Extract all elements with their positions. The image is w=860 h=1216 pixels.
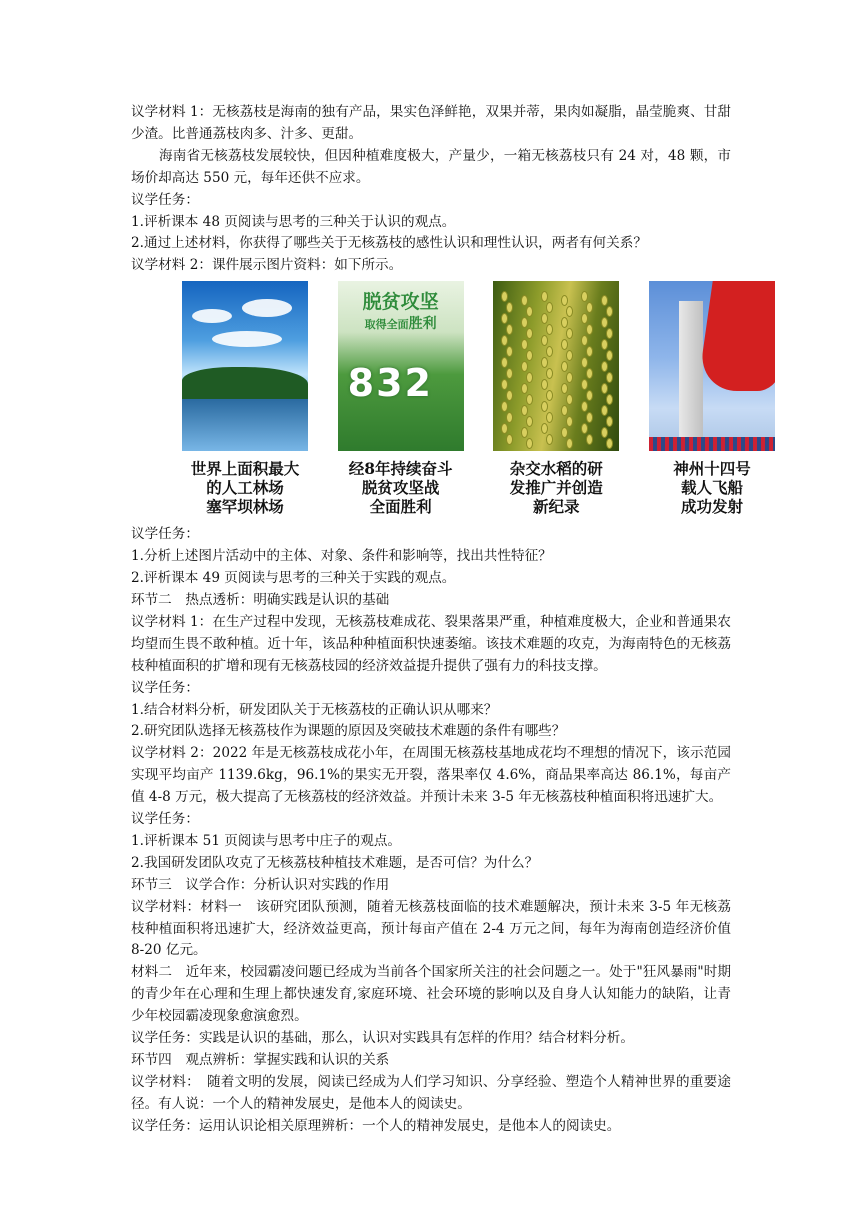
material-paragraph: 议学材料 1：在生产过程中发现，无核荔枝难成花、裂果落果严重，种植难度极大，企业和普通果农均望而生畏不敢种植。近十年，该品种种植面积快速萎缩。该技术难题的攻克，为海南特色的无核荔枝种植面积的扩增和现有无核荔枝园的经济效益提升提供了强有力的科技支撑。 bbox=[131, 613, 731, 674]
material-paragraph: 材料二 近年来，校园霸凌问题已经成为当前各个国家所关注的社会问题之一。处于"狂风暴雨"时期的青少年在心理和生理上都快速发育,家庭环境、社会环境的影响以及自身人认知能力的缺陷，让青少年校园霸凌现象愈演愈烈。 bbox=[131, 964, 731, 1025]
rice-grain bbox=[586, 346, 593, 357]
rice-grain bbox=[526, 350, 533, 361]
rice-grain bbox=[526, 372, 533, 383]
rice-grain bbox=[586, 390, 593, 401]
rice-grain bbox=[581, 291, 588, 302]
material-2-intro: 议学材料 2：课件展示图片资料：如下所示。 bbox=[131, 257, 403, 274]
rice-grain bbox=[561, 339, 568, 350]
rice-grain bbox=[606, 416, 613, 427]
rice-grain bbox=[586, 434, 593, 445]
poster-title: 脱贫攻坚 bbox=[362, 291, 439, 314]
figure-card-rocket bbox=[649, 281, 775, 524]
figure-card-forest bbox=[182, 281, 308, 524]
rice-grain bbox=[606, 372, 613, 383]
task-item: 议学任务：运用认识论相关原理辨析：一个人的精神发展史，是他本人的阅读史。 bbox=[131, 1117, 621, 1134]
section-heading: 环节三 议学合作：分析认识对实践的作用 bbox=[131, 876, 390, 893]
rice-grain bbox=[586, 324, 593, 335]
task-item: 2.评析课本 49 页阅读与思考的三种关于实践的观点。 bbox=[131, 570, 456, 587]
rice-grain bbox=[506, 324, 513, 335]
lower-section bbox=[131, 524, 731, 1137]
task-item: 1.评析课本 51 页阅读与思考中庄子的观点。 bbox=[131, 832, 402, 849]
rice-grain bbox=[546, 324, 553, 335]
rice-grain bbox=[581, 357, 588, 368]
rice-grain bbox=[581, 335, 588, 346]
rice-grain bbox=[561, 383, 568, 394]
material-paragraph: 议学材料： 随着文明的发展，阅读已经成为人们学习知识、分享经验、塑造个人精神世界的重要途径。有人说：一个人的精神发展史，是他本人的阅读史。 bbox=[131, 1073, 731, 1112]
rice-grain bbox=[601, 295, 608, 306]
rice-grain bbox=[581, 313, 588, 324]
material-paragraph: 议学材料 2：2022 年是无核荔枝成花小年，在周围无核荔枝基地成花均不理想的情况下，该示范园实现平均亩产 1139.6kg，96.1%的果实无开裂，落果率仅 4.6%，商品果率高达 86.1%，每亩产值 4-8 万元，极大提高了无核荔枝的经济效益。并预计未来 3-5 年无核荔枝种植面积将迅速扩大。 bbox=[131, 745, 731, 806]
rice-grain bbox=[601, 339, 608, 350]
rice-grain bbox=[506, 346, 513, 357]
document-body bbox=[131, 102, 751, 1138]
rice-grain bbox=[581, 379, 588, 390]
rice-grain bbox=[606, 328, 613, 339]
rice-grain bbox=[566, 328, 573, 339]
rice-grain bbox=[546, 346, 553, 357]
task-item: 议学任务：实践是认识的基础，那么，认识对实践具有怎样的作用？结合材料分析。 bbox=[131, 1030, 634, 1047]
rice-grain bbox=[521, 427, 528, 438]
rice-grain bbox=[566, 394, 573, 405]
rice-grain bbox=[546, 434, 553, 445]
figure-row bbox=[182, 281, 775, 524]
rice-grain bbox=[606, 438, 613, 449]
rice-grain bbox=[566, 350, 573, 361]
task-item: 1.分析上述图片活动中的主体、对象、条件和影响等，找出共性特征？ bbox=[131, 548, 552, 565]
rice-grain bbox=[561, 405, 568, 416]
rice-grain bbox=[586, 368, 593, 379]
rice-grain bbox=[501, 357, 508, 368]
section-heading: 环节二 热点透析：明确实践是认识的基础 bbox=[131, 591, 390, 608]
rice-grain bbox=[566, 306, 573, 317]
rice-grain bbox=[541, 401, 548, 412]
rice-grain bbox=[561, 295, 568, 306]
rocket-launch-photo bbox=[649, 281, 775, 451]
rice-grain bbox=[586, 302, 593, 313]
material-paragraph: 议学材料：材料一 该研究团队预测，随着无核荔枝面临的技术难题解决，预计未来 3-5 年无核荔枝种植面积将迅速扩大，经济效益更高，预计每亩产值在 2-4 万元之间，每年为海南创造经济价值 8-20 亿元。 bbox=[131, 898, 731, 959]
rice-grain bbox=[521, 339, 528, 350]
task-item: 1.评析课本 48 页阅读与思考的三种关于认识的观点。 bbox=[131, 213, 456, 230]
figure-caption: 经8年持续奋斗 脱贫攻坚战 全面胜利 bbox=[348, 459, 453, 517]
rice-grain bbox=[546, 412, 553, 423]
rice-grain bbox=[501, 423, 508, 434]
rice-grain bbox=[601, 383, 608, 394]
task-item: 2.通过上述材料，你获得了哪些关于无核荔枝的感性认识和理性认识，两者有何关系？ bbox=[131, 235, 647, 252]
rice-grain bbox=[526, 328, 533, 339]
poverty-poster-photo bbox=[338, 281, 464, 451]
rice-grain bbox=[581, 401, 588, 412]
rice-grain bbox=[521, 405, 528, 416]
rice-grain bbox=[606, 394, 613, 405]
rice-grain bbox=[541, 423, 548, 434]
forest-lake-photo bbox=[182, 281, 308, 451]
task-heading: 议学任务： bbox=[131, 811, 199, 828]
rice-grain bbox=[586, 412, 593, 423]
rice-grain bbox=[581, 423, 588, 434]
rice-grain bbox=[541, 357, 548, 368]
rice-grain bbox=[566, 416, 573, 427]
rice-grain bbox=[541, 379, 548, 390]
figure-card-rice bbox=[493, 281, 619, 524]
task-heading: 议学任务： bbox=[131, 526, 199, 543]
rice-grain bbox=[521, 383, 528, 394]
rice-grain bbox=[501, 291, 508, 302]
task-item: 2.我国研发团队攻克了无核荔枝种植技术难题，是否可信？为什么？ bbox=[131, 854, 539, 871]
task-heading: 议学任务： bbox=[131, 191, 199, 208]
poster-subtitle: 取得全面胜利 bbox=[364, 316, 437, 333]
figure-card-poverty bbox=[338, 281, 464, 524]
rice-grain bbox=[521, 295, 528, 306]
section-heading: 环节四 观点辨析：掌握实践和认识的关系 bbox=[131, 1052, 390, 1068]
poster-number: 832 bbox=[347, 361, 433, 406]
rice-grain bbox=[501, 379, 508, 390]
rice-grain bbox=[506, 302, 513, 313]
task-heading: 议学任务： bbox=[131, 679, 199, 696]
rice-grain bbox=[561, 361, 568, 372]
rice-grain bbox=[506, 412, 513, 423]
rice-grain bbox=[501, 401, 508, 412]
task-item: 2.研究团队选择无核荔枝作为课题的原因及突破技术难题的条件有哪些？ bbox=[131, 723, 566, 740]
task-item: 1.结合材料分析，研发团队关于无核荔枝的正确认识从哪来？ bbox=[131, 701, 498, 718]
rice-grain bbox=[606, 350, 613, 361]
rice-grain bbox=[546, 390, 553, 401]
rice-grain bbox=[561, 427, 568, 438]
rice-grain bbox=[561, 317, 568, 328]
rice-grain bbox=[541, 335, 548, 346]
figure-caption: 杂交水稻的研 发推广并创造 新纪录 bbox=[509, 459, 603, 517]
figure-caption: 世界上面积最大 的人工林场 塞罕坝林场 bbox=[190, 459, 300, 517]
figure-caption: 神州十四号 载人飞船 成功发射 bbox=[673, 459, 751, 517]
rice-grain bbox=[506, 434, 513, 445]
rice-grain bbox=[526, 306, 533, 317]
rice-grain bbox=[546, 368, 553, 379]
rice-grain bbox=[606, 306, 613, 317]
rice-grain bbox=[526, 416, 533, 427]
rice-grain bbox=[566, 372, 573, 383]
rice-grain bbox=[506, 368, 513, 379]
rice-photo bbox=[493, 281, 619, 451]
rice-grain bbox=[501, 313, 508, 324]
rice-grain bbox=[601, 405, 608, 416]
rice-grain bbox=[601, 317, 608, 328]
rice-grain bbox=[526, 394, 533, 405]
rice-grain bbox=[501, 335, 508, 346]
rice-grain bbox=[506, 390, 513, 401]
rice-grain bbox=[601, 427, 608, 438]
rice-grain bbox=[601, 361, 608, 372]
rice-grain bbox=[566, 438, 573, 449]
rice-grain bbox=[541, 291, 548, 302]
material-1-price-paragraph: 海南省无核荔枝发展较快，但因种植难度极大，产量少，一箱无核荔枝只有 24 对，48 颗，市场价却高达 550 元，每年还供不应求。 bbox=[131, 147, 731, 186]
rice-grain bbox=[546, 302, 553, 313]
rice-grain bbox=[521, 361, 528, 372]
material-1-paragraph: 议学材料 1：无核荔枝是海南的独有产品，果实色泽鲜艳，双果并蒂，果肉如凝脂，晶莹脆爽、甘甜少渣。比普通荔枝肉多、汁多、更甜。 bbox=[131, 104, 731, 142]
rice-grain bbox=[521, 317, 528, 328]
rice-grain bbox=[541, 313, 548, 324]
rice-grain bbox=[526, 438, 533, 449]
